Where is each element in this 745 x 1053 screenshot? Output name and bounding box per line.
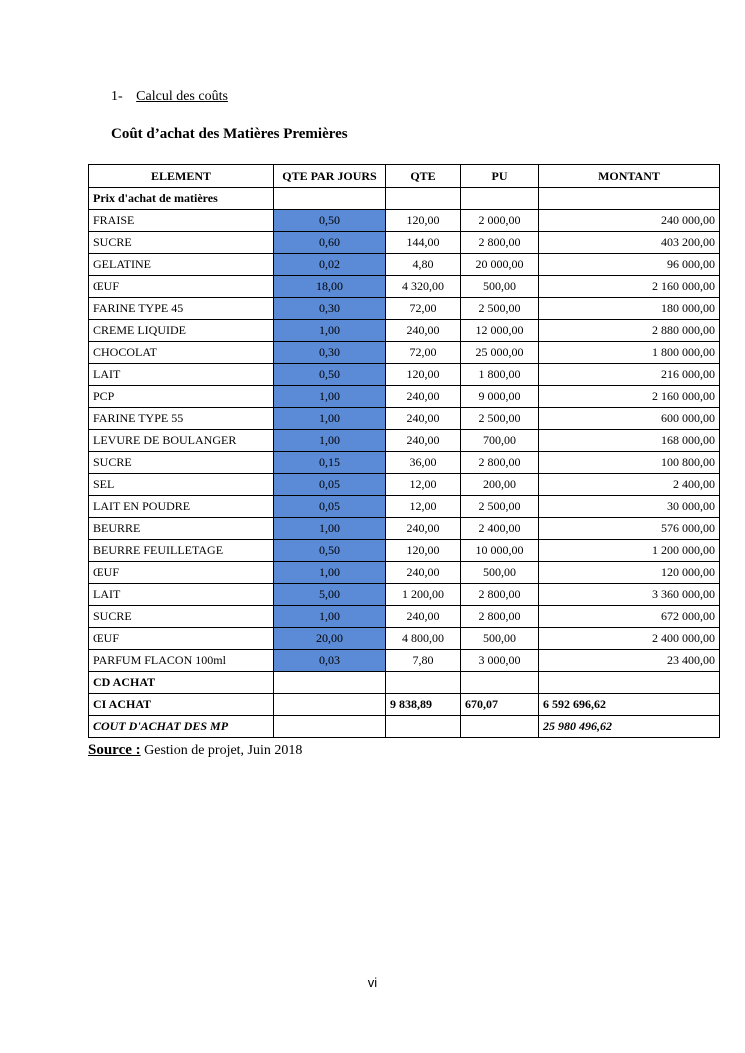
cell-pu: 9 000,00 bbox=[461, 386, 539, 408]
table-row bbox=[89, 650, 720, 672]
cell-pu: 3 000,00 bbox=[461, 650, 539, 672]
group-label: Prix d'achat de matières bbox=[89, 188, 274, 210]
section-number: 1- bbox=[111, 89, 123, 104]
cell-pu: 2 800,00 bbox=[461, 232, 539, 254]
table-title: Coût d’achat des Matières Premières bbox=[111, 126, 348, 142]
cell-montant: 23 400,00 bbox=[539, 650, 720, 672]
cell-montant: 180 000,00 bbox=[539, 298, 720, 320]
cell-element: SEL bbox=[89, 474, 274, 496]
cell-pu: 2 500,00 bbox=[461, 496, 539, 518]
table-row bbox=[89, 232, 720, 254]
header-montant: MONTANT bbox=[539, 165, 720, 188]
cell-element: SUCRE bbox=[89, 232, 274, 254]
cell-qte: 36,00 bbox=[386, 452, 461, 474]
header-qte-par-jours: QTE PAR JOURS bbox=[274, 165, 386, 188]
cell-qte-par-jour: 0,50 bbox=[274, 364, 386, 386]
cell-montant: 1 200 000,00 bbox=[539, 540, 720, 562]
cell-qte-par-jour: 20,00 bbox=[274, 628, 386, 650]
cell-element: FARINE TYPE 45 bbox=[89, 298, 274, 320]
cd-achat-label: CD ACHAT bbox=[89, 672, 274, 694]
cell-element: LAIT bbox=[89, 584, 274, 606]
cell-element: GELATINE bbox=[89, 254, 274, 276]
source-text: Gestion de projet, Juin 2018 bbox=[144, 743, 303, 758]
cell-pu: 20 000,00 bbox=[461, 254, 539, 276]
table-row bbox=[89, 276, 720, 298]
cell-qte-par-jour: 1,00 bbox=[274, 408, 386, 430]
cell-qte: 12,00 bbox=[386, 496, 461, 518]
cell-qte-par-jour: 1,00 bbox=[274, 562, 386, 584]
cell-qte: 240,00 bbox=[386, 320, 461, 342]
cell-element: FARINE TYPE 55 bbox=[89, 408, 274, 430]
cell-element: LAIT bbox=[89, 364, 274, 386]
cell-qte: 4 320,00 bbox=[386, 276, 461, 298]
cell-montant: 3 360 000,00 bbox=[539, 584, 720, 606]
cell-montant: 100 800,00 bbox=[539, 452, 720, 474]
cd-achat-row bbox=[89, 672, 720, 694]
ci-achat-montant: 6 592 696,62 bbox=[539, 694, 720, 716]
cell-pu: 500,00 bbox=[461, 628, 539, 650]
page-number: vi bbox=[367, 975, 378, 990]
cell-qte: 144,00 bbox=[386, 232, 461, 254]
table-row bbox=[89, 518, 720, 540]
cell-element: BEURRE FEUILLETAGE bbox=[89, 540, 274, 562]
cell-qte-par-jour: 0,30 bbox=[274, 342, 386, 364]
cell-pu: 2 000,00 bbox=[461, 210, 539, 232]
cell-pu: 2 500,00 bbox=[461, 408, 539, 430]
cell-montant: 30 000,00 bbox=[539, 496, 720, 518]
cell-montant: 216 000,00 bbox=[539, 364, 720, 386]
cell-qte: 240,00 bbox=[386, 386, 461, 408]
cell-montant: 96 000,00 bbox=[539, 254, 720, 276]
cell-element: PCP bbox=[89, 386, 274, 408]
cell-element: ŒUF bbox=[89, 276, 274, 298]
cell-qte: 240,00 bbox=[386, 606, 461, 628]
cell-qte-par-jour: 0,02 bbox=[274, 254, 386, 276]
section-heading bbox=[111, 89, 228, 105]
cell-element: ŒUF bbox=[89, 628, 274, 650]
table-row bbox=[89, 364, 720, 386]
source-label: Source : bbox=[88, 742, 141, 758]
cell-qte: 1 200,00 bbox=[386, 584, 461, 606]
cell-pu: 2 800,00 bbox=[461, 452, 539, 474]
cell-montant: 403 200,00 bbox=[539, 232, 720, 254]
table-row bbox=[89, 210, 720, 232]
cell-qte: 12,00 bbox=[386, 474, 461, 496]
table-row bbox=[89, 254, 720, 276]
cell-pu: 700,00 bbox=[461, 430, 539, 452]
table-header-row bbox=[89, 165, 720, 188]
table-row bbox=[89, 298, 720, 320]
table-row bbox=[89, 452, 720, 474]
cout-achat-row bbox=[89, 716, 720, 738]
cell-element: PARFUM FLACON 100ml bbox=[89, 650, 274, 672]
cell-qte-par-jour: 0,05 bbox=[274, 496, 386, 518]
cout-achat-montant: 25 980 496,62 bbox=[539, 716, 720, 738]
cell-pu: 10 000,00 bbox=[461, 540, 539, 562]
cell-montant: 168 000,00 bbox=[539, 430, 720, 452]
cell-qte-par-jour: 1,00 bbox=[274, 606, 386, 628]
cell-qte: 72,00 bbox=[386, 298, 461, 320]
cost-table bbox=[88, 164, 720, 738]
cell-qte: 72,00 bbox=[386, 342, 461, 364]
cell-pu: 2 500,00 bbox=[461, 298, 539, 320]
cell-pu: 2 800,00 bbox=[461, 606, 539, 628]
ci-achat-qte: 9 838,89 bbox=[386, 694, 461, 716]
cell-qte-par-jour: 1,00 bbox=[274, 320, 386, 342]
cout-achat-label: COUT D'ACHAT DES MP bbox=[89, 716, 274, 738]
cell-montant: 1 800 000,00 bbox=[539, 342, 720, 364]
cell-montant: 672 000,00 bbox=[539, 606, 720, 628]
cell-pu: 25 000,00 bbox=[461, 342, 539, 364]
cell-qte-par-jour: 18,00 bbox=[274, 276, 386, 298]
cell-montant: 2 400 000,00 bbox=[539, 628, 720, 650]
cell-qte-par-jour: 1,00 bbox=[274, 386, 386, 408]
group-row bbox=[89, 188, 720, 210]
cell-pu: 1 800,00 bbox=[461, 364, 539, 386]
cell-element: CREME LIQUIDE bbox=[89, 320, 274, 342]
cell-montant: 2 160 000,00 bbox=[539, 386, 720, 408]
header-element: ELEMENT bbox=[89, 165, 274, 188]
cell-qte-par-jour: 0,50 bbox=[274, 540, 386, 562]
table-row bbox=[89, 408, 720, 430]
table-row bbox=[89, 606, 720, 628]
table-row bbox=[89, 320, 720, 342]
cell-pu: 12 000,00 bbox=[461, 320, 539, 342]
cell-montant: 240 000,00 bbox=[539, 210, 720, 232]
header-pu: PU bbox=[461, 165, 539, 188]
cell-pu: 500,00 bbox=[461, 276, 539, 298]
cell-pu: 500,00 bbox=[461, 562, 539, 584]
cell-qte: 240,00 bbox=[386, 408, 461, 430]
cell-qte-par-jour: 0,30 bbox=[274, 298, 386, 320]
cell-montant: 2 880 000,00 bbox=[539, 320, 720, 342]
cell-qte-par-jour: 0,05 bbox=[274, 474, 386, 496]
table-row bbox=[89, 496, 720, 518]
cell-montant: 600 000,00 bbox=[539, 408, 720, 430]
table-row bbox=[89, 474, 720, 496]
table-row bbox=[89, 342, 720, 364]
cell-montant: 2 400,00 bbox=[539, 474, 720, 496]
cell-element: LEVURE DE BOULANGER bbox=[89, 430, 274, 452]
cell-qte-par-jour: 5,00 bbox=[274, 584, 386, 606]
cell-qte: 7,80 bbox=[386, 650, 461, 672]
cell-qte: 4,80 bbox=[386, 254, 461, 276]
cell-element: BEURRE bbox=[89, 518, 274, 540]
cell-qte-par-jour: 0,15 bbox=[274, 452, 386, 474]
cell-qte-par-jour: 1,00 bbox=[274, 430, 386, 452]
cell-qte-par-jour: 0,03 bbox=[274, 650, 386, 672]
cell-qte: 240,00 bbox=[386, 430, 461, 452]
table-row bbox=[89, 562, 720, 584]
table-row bbox=[89, 386, 720, 408]
cell-element: CHOCOLAT bbox=[89, 342, 274, 364]
cell-pu: 200,00 bbox=[461, 474, 539, 496]
cell-element: LAIT EN POUDRE bbox=[89, 496, 274, 518]
cell-qte: 4 800,00 bbox=[386, 628, 461, 650]
table-row bbox=[89, 430, 720, 452]
ci-achat-pu: 670,07 bbox=[461, 694, 539, 716]
cell-element: SUCRE bbox=[89, 452, 274, 474]
cell-qte: 120,00 bbox=[386, 364, 461, 386]
cell-element: FRAISE bbox=[89, 210, 274, 232]
section-title: Calcul des coûts bbox=[136, 89, 228, 104]
cell-montant: 2 160 000,00 bbox=[539, 276, 720, 298]
cell-qte-par-jour: 1,00 bbox=[274, 518, 386, 540]
cell-qte-par-jour: 0,50 bbox=[274, 210, 386, 232]
cell-qte: 120,00 bbox=[386, 540, 461, 562]
header-qte: QTE bbox=[386, 165, 461, 188]
table-row bbox=[89, 540, 720, 562]
cell-pu: 2 800,00 bbox=[461, 584, 539, 606]
cell-element: SUCRE bbox=[89, 606, 274, 628]
cell-montant: 576 000,00 bbox=[539, 518, 720, 540]
cell-qte: 240,00 bbox=[386, 562, 461, 584]
table-row bbox=[89, 584, 720, 606]
cell-qte: 120,00 bbox=[386, 210, 461, 232]
table-row bbox=[89, 628, 720, 650]
cell-qte-par-jour: 0,60 bbox=[274, 232, 386, 254]
ci-achat-label: CI ACHAT bbox=[89, 694, 274, 716]
cell-pu: 2 400,00 bbox=[461, 518, 539, 540]
cell-montant: 120 000,00 bbox=[539, 562, 720, 584]
cell-element: ŒUF bbox=[89, 562, 274, 584]
ci-achat-row bbox=[89, 694, 720, 716]
source-note bbox=[88, 742, 302, 759]
cell-qte: 240,00 bbox=[386, 518, 461, 540]
